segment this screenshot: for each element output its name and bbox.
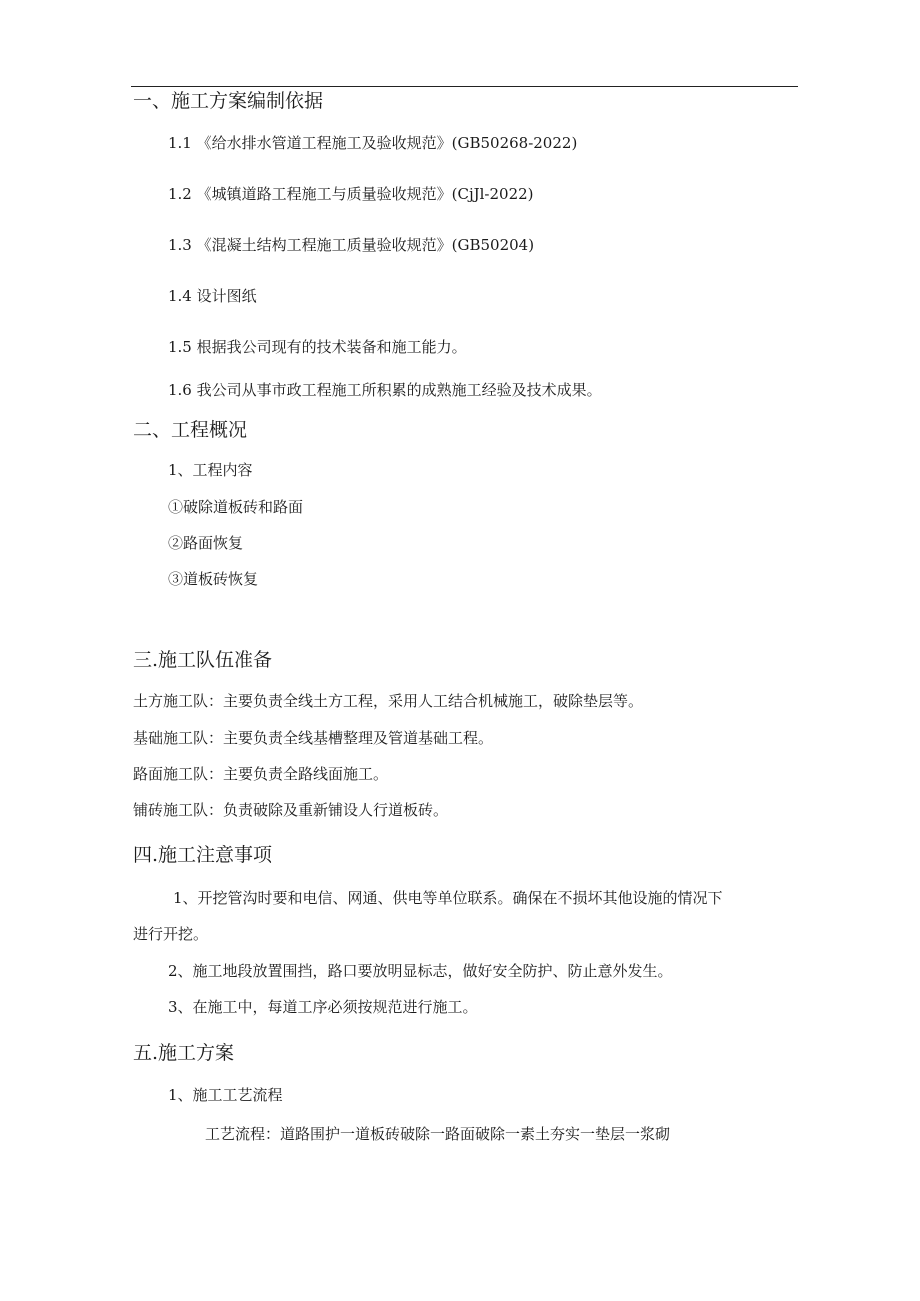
section-1-heading: 一、施工方案编制依据 [133,90,324,112]
plan-item-1: 1、施工工艺流程 [168,1086,283,1104]
section-2-heading: 二、工程概况 [133,419,248,441]
notice-item-3: 3、在施工中，每道工序必须按规范进行施工。 [168,998,478,1016]
basis-item-6: 1.6 我公司从事市政工程施工所积累的成熟施工经验及技术成果。 [168,381,602,399]
notice-item-1-cont: 进行开挖。 [133,925,209,943]
basis-item-4: 1.4 设计图纸 [168,287,257,305]
team-item-3: 路面施工队：主要负责全路线面施工。 [133,765,389,783]
basis-item-2: 1.2 《城镇道路工程施工与质量验收规范》(CjJl-2022) [168,185,534,203]
overview-item-2: ①破除道板砖和路面 [168,498,304,516]
overview-item-4: ③道板砖恢复 [168,570,259,588]
section-4-heading: 四.施工注意事项 [133,844,273,866]
notice-item-2: 2、施工地段放置围挡，路口要放明显标志，做好安全防护、防止意外发生。 [168,962,673,980]
team-item-1: 土方施工队：主要负责全线土方工程，采用人工结合机械施工，破除垫层等。 [133,692,644,710]
section-5-heading: 五.施工方案 [133,1042,235,1064]
team-item-2: 基础施工队：主要负责全线基槽整理及管道基础工程。 [133,729,494,747]
header-rule [131,86,798,87]
team-item-4: 铺砖施工队：负责破除及重新铺设人行道板砖。 [133,801,449,819]
basis-item-3: 1.3 《混凝土结构工程施工质量验收规范》(GB50204) [168,236,535,254]
basis-item-5: 1.5 根据我公司现有的技术装备和施工能力。 [168,338,467,356]
overview-item-1: 1、工程内容 [168,461,253,479]
basis-item-1: 1.1 《给水排水管道工程施工及验收规范》(GB50268-2022) [168,134,578,152]
notice-item-1: 1、开挖管沟时要和电信、网通、供电等单位联系。确保在不损坏其他设施的情况下 [173,889,723,907]
process-flow: 工艺流程：道路围护一道板砖破除一路面破除一素土夯实一垫层一浆砌 [205,1125,671,1143]
overview-item-3: ②路面恢复 [168,534,244,552]
section-3-heading: 三.施工队伍准备 [133,649,273,671]
